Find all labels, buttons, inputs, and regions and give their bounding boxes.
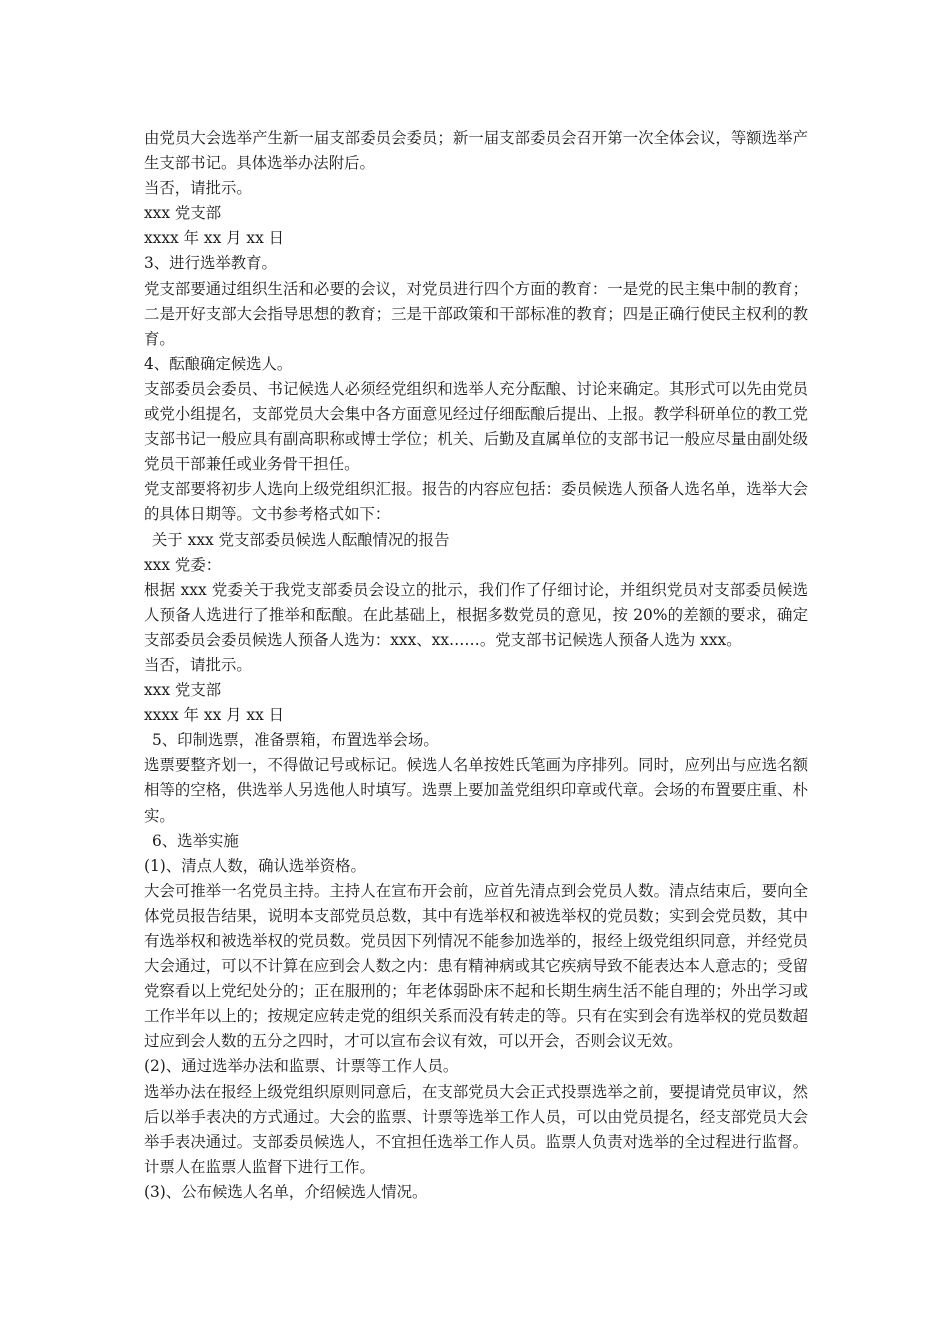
paragraph: 大会可推举一名党员主持。主持人在宣布开会前，应首先清点到会党员人数。清点结束后，要向全体党员报告结果，说明本支部党员总数，其中有选举权和被选举权的党员数；实到会党员数，其中有选举权和被选举权的党员数。党员因下列情况不能参加选举的，报经上级党组织同意，并经党员大会通过，可以不计算在应到会人数之内：患有精神病或其它疾病导致不能表达本人意志的；受留党察看以上党纪处分的；正在服刑的；年老体弱卧床不起和长期生病生活不能自理的；外出学习或工作半年以上的；按规定应转走党的组织关系而没有转走的等。只有在实到会有选举权的党员数超过应到会人数的五分之四时，才可以宣布会议有效，可以开会，否则会议无效。 (144, 881, 808, 1051)
signature-org: xxx 党支部 (144, 681, 222, 700)
signature-org: xxx 党支部 (144, 204, 222, 223)
paragraph: 由党员大会选举产生新一届支部委员会委员；新一届支部委员会召开第一次全体会议，等额选举产生支部书记。具体选举办法附后。 (144, 129, 808, 173)
paragraph: 选举办法在报经上级党组织原则同意后，在支部党员大会正式投票选举之前，要提请党员审议，然后以举手表决的方式通过。大会的监票、计票等选举工作人员，可以由党员提名，经支部党员大会举手表决通过。支部委员候选人，不宜担任选举工作人员。监票人负责对选举的全过程进行监督。计票人在监票人监督下进行工作。 (144, 1082, 808, 1176)
section-heading: 4、酝酿确定候选人。 (144, 354, 293, 373)
document-page (144, 126, 808, 1205)
subsection-heading: (2)、通过选举办法和监票、计票等工作人员。 (144, 1057, 459, 1076)
section-heading: 3、进行选举教育。 (144, 254, 277, 273)
report-addressee: xxx 党委： (144, 555, 222, 574)
signature-date: xxxx 年 xx 月 xx 日 (144, 229, 285, 248)
paragraph: 根据 xxx 党委关于我党支部委员会设立的批示，我们作了仔细讨论，并组织党员对支部委员候选人预备人选进行了推举和酝酿。在此基础上，根据多数党员的意见，按 20%的差额的要求，确定支部委员会委员候选人预备人选为：xxx、xx……。党支部书记候选人预备人选为 xxx。 (144, 580, 808, 649)
report-title: 关于 xxx 党支部委员候选人酝酿情况的报告 (152, 530, 450, 549)
signature-date: xxxx 年 xx 月 xx 日 (144, 706, 285, 725)
paragraph: 选票要整齐划一，不得做记号或标记。候选人名单按姓氏笔画为序排列。同时，应列出与应选名额相等的空格，供选举人另选他人时填写。选票上要加盖党组织印章或代章。会场的布置要庄重、朴实。 (144, 756, 808, 825)
section-heading: 6、选举实施 (152, 831, 239, 850)
closing-request: 当否，请批示。 (144, 179, 252, 198)
subsection-heading: (3)、公布候选人名单，介绍候选人情况。 (144, 1182, 428, 1201)
subsection-heading: (1)、清点人数，确认选举资格。 (144, 856, 366, 875)
paragraph: 支部委员会委员、书记候选人必须经党组织和选举人充分酝酿、讨论来确定。其形式可以先由党员或党小组提名，支部党员大会集中各方面意见经过仔细酝酿后提出、上报。教学科研单位的教工党支部书记一般应具有副高职称或博士学位；机关、后勤及直属单位的支部书记一般应尽量由副处级党员干部兼任或业务骨干担任。 (144, 379, 808, 474)
section-heading: 5、印制选票，准备票箱，布置选举会场。 (152, 731, 439, 750)
paragraph: 党支部要通过组织生活和必要的会议，对党员进行四个方面的教育：一是党的民主集中制的教育；二是开好支部大会指导思想的教育；三是干部政策和干部标准的教育；四是正确行使民主权利的教育。 (144, 279, 808, 348)
paragraph: 党支部要将初步人选向上级党组织汇报。报告的内容应包括：委员候选人预备人选名单，选举大会的具体日期等。文书参考格式如下： (144, 480, 808, 524)
closing-request: 当否，请批示。 (144, 655, 252, 674)
